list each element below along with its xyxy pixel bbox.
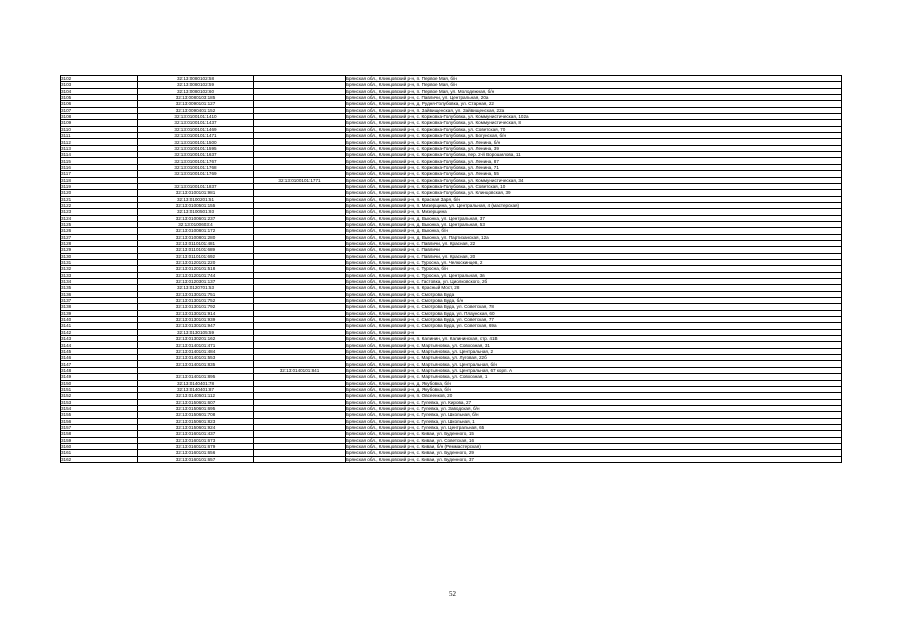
cadastral-number-cell: 32:13:0120101:518: [138, 266, 254, 272]
row-number-cell: 3104: [61, 88, 138, 94]
row-number-cell: 3139: [61, 310, 138, 316]
address-cell: Брянская обл., Клинцовский р-н, с. Туросна, б/н: [346, 266, 842, 272]
row-number-cell: 3141: [61, 323, 138, 329]
row-number-cell: 3128: [61, 240, 138, 246]
address-cell: Брянская обл., Клинцовский р-н, д. Якубовка, б/н: [346, 380, 842, 386]
row-number-cell: 3130: [61, 253, 138, 259]
row-number-cell: 3132: [61, 266, 138, 272]
cadastral-number-cell: 32:13:0100101:1410: [138, 114, 254, 120]
row-number-cell: 3143: [61, 336, 138, 342]
cadastral-number-cell: 32:13:0090401:152: [138, 107, 254, 113]
row-number-cell: 3138: [61, 304, 138, 310]
row-number-cell: 3106: [61, 101, 138, 107]
row-number-cell: 3123: [61, 209, 138, 215]
address-cell: Брянская обл., Клинцовский р-н, с. Гулевка, ул. Кирова, 27: [346, 399, 842, 405]
cadastral-number-cell: 32:13:0090101:127: [138, 101, 254, 107]
address-cell: Брянская обл., Клинцовский р-н, с. Коржовка-Голубовка, пер. 2-й Ворошилова, 11: [346, 152, 842, 158]
address-cell: Брянская обл., Клинцовский р-н, с. Киваи, ул. Буденного, 29: [346, 450, 842, 456]
address-cell: Брянская обл., Клинцовский р-н, с. Коржовка-Голубовка, ул. Коммунистическая, 34: [346, 177, 842, 183]
address-cell: Брянская обл., Клинцовский р-н, с. Коржовка-Голубовка, ул. Ленина, 71: [346, 164, 842, 170]
address-cell: Брянская обл., Клинцовский р-н, с. Коржовка-Голубовка, ул. Коммунистическая, 102а: [346, 114, 842, 120]
cadastral-number-cell: 32:13:0140501:112: [138, 393, 254, 399]
row-number-cell: 3115: [61, 158, 138, 164]
cadastral-number-cell: 32:13:0160101:679: [138, 443, 254, 449]
cadastral-number-cell: 32:13:0080102:59: [138, 82, 254, 88]
cadastral-number-cell: 32:13:0100101:1437: [138, 120, 254, 126]
address-cell: Брянская обл., Клинцовский р-н, с. Коржовка-Голубовка, ул. Ленина, б/н: [346, 139, 842, 145]
cadastral-number-cell: 32:13:0130201:162: [138, 336, 254, 342]
cadastral-number-cell: 32:13:0100101:1769: [138, 171, 254, 177]
row-number-cell: 3121: [61, 196, 138, 202]
address-cell: Брянская обл., Клинцовский р-н, д. Выюнка, ул. Центральная, 37: [346, 215, 842, 221]
row-number-cell: 3162: [61, 456, 138, 462]
cadastral-number-cell: 32:13:0110101:692: [138, 253, 254, 259]
cadastral-number-cell: 32:13:0150601:607: [138, 399, 254, 405]
row-number-cell: 3112: [61, 139, 138, 145]
cadastral-number-cell: 32:13:0100101:1469: [138, 126, 254, 132]
row-number-cell: 3155: [61, 412, 138, 418]
cadastral-number-cell: 32:13:0100101:981: [138, 190, 254, 196]
address-cell: Брянская обл., Клинцовский р-н, с. Павличи, ул. Центральная, 20а: [346, 95, 842, 101]
cadastral-number-cell: 32:13:0100101:1471: [138, 133, 254, 139]
row-number-cell: 3127: [61, 234, 138, 240]
row-number-cell: 3145: [61, 348, 138, 354]
address-cell: Брянская обл., Клинцовский р-н, с. Смотрова Буда, ул. Советская, 69а: [346, 323, 842, 329]
address-cell: Брянская обл., Клинцовский р-н, с. Туросна, ул. Челюскинцев, 2: [346, 259, 842, 265]
cadastral-number-cell: 32:13:0140101:484: [138, 348, 254, 354]
row-number-cell: 3156: [61, 418, 138, 424]
cadastral-number-cell: 32:13:0100101:1837: [138, 183, 254, 189]
address-cell: Брянская обл., Клинцовский р-н, с. Коржовка-Голубовка, ул. Коммунистическая, 8: [346, 120, 842, 126]
row-number-cell: 3134: [61, 279, 138, 285]
row-number-cell: 3161: [61, 450, 138, 456]
address-cell: Брянская обл., Клинцовский р-н, с. Киваи, ул. Советская, 16: [346, 437, 842, 443]
cadastral-number-cell: 32:13:0100101:1500: [138, 139, 254, 145]
row-number-cell: 3142: [61, 329, 138, 335]
row-number-cell: 3103: [61, 82, 138, 88]
row-number-cell: 3126: [61, 228, 138, 234]
cadastral-number-cell: 32:13:0130101:751: [138, 291, 254, 297]
address-cell: Брянская обл., Клинцовский р-н, с. Коржовка-Голубовка, ул. Богунская, б/н: [346, 133, 842, 139]
row-number-cell: 3140: [61, 317, 138, 323]
address-cell: Брянская обл., Клинцовский р-н, п. Первое Мая, ул. Молодежная, б/н: [346, 88, 842, 94]
address-cell: Брянская обл., Клинцовский р-н, с. Мартьяновка, ул. Центральная, 2: [346, 348, 842, 354]
cadastral-number-cell: 32:13:0100101:1767: [138, 158, 254, 164]
address-cell: Брянская обл., Клинцовский р-н, с. Мартьяновка, ул. Совхозная, 1: [346, 374, 842, 380]
address-cell: Брянская обл., Клинцовский р-н: [346, 329, 842, 335]
row-number-cell: 3102: [61, 76, 138, 82]
row-number-cell: 3136: [61, 291, 138, 297]
row-number-cell: 3154: [61, 405, 138, 411]
cadastral-number-cell: 32:13:0140401:87: [138, 386, 254, 392]
row-number-cell: 3144: [61, 342, 138, 348]
address-cell: Брянская обл., Клинцовский р-н, д. Выюнка, б/н: [346, 228, 842, 234]
row-number-cell: 3109: [61, 120, 138, 126]
cadastral-number-cell: 32:13:0150601:823: [138, 418, 254, 424]
row-number-cell: 3124: [61, 215, 138, 221]
row-number-cell: 3118: [61, 177, 138, 183]
address-cell: Брянская обл., Клинцовский р-н, п. Первое Мая, б/н: [346, 76, 842, 82]
address-cell: Брянская обл., Клинцовский р-н, п. Красный Мост, 28: [346, 285, 842, 291]
cadastral-number-cell: 32:13:0110101:481: [138, 240, 254, 246]
cadastral-number-cell: 32:13:0140101:471: [138, 342, 254, 348]
cadastral-number-cell: 32:13:0140101:895: [138, 374, 254, 380]
cadastral-number-cell: 32:13:0130101:939: [138, 317, 254, 323]
address-cell: Брянская обл., Клинцовский р-н, с. Коржовка-Голубовка, ул. Советская, 70: [346, 126, 842, 132]
address-cell: Брянская обл., Клинцовский р-н, с. Коржовка-Голубовка, ул. Ленина, 39: [346, 145, 842, 151]
row-number-cell: 3119: [61, 183, 138, 189]
address-cell: Брянская обл., Клинцовский р-н, с. Гулевка, ул. Заводская, б/н: [346, 405, 842, 411]
address-cell: Брянская обл., Клинцовский р-н, с. Киваи, ул. Буденного, 15: [346, 431, 842, 437]
row-number-cell: 3125: [61, 221, 138, 227]
address-cell: Брянская обл., Клинцовский р-н, п. Мизерщина: [346, 209, 842, 215]
address-cell: Брянская обл., Клинцовский р-н, с. Коржовка-Голубовка, ул. Клинцовская, 39: [346, 190, 842, 196]
address-cell: Брянская обл., Клинцовский р-н, п. Мизерщина, ул. Центральная, 4 (мастерская): [346, 202, 842, 208]
row-number-cell: 3131: [61, 259, 138, 265]
row-number-cell: 3105: [61, 95, 138, 101]
cadastral-number-cell: 32:13:0140101:553: [138, 355, 254, 361]
row-number-cell: 3157: [61, 424, 138, 430]
address-cell: Брянская обл., Клинцовский р-н, с. Киваи, б/н (Реммастерская): [346, 443, 842, 449]
address-cell: Брянская обл., Клинцовский р-н, с. Коржовка-Голубовка, ул. Советская, 10: [346, 183, 842, 189]
row-number-cell: 3160: [61, 443, 138, 449]
row-number-cell: 3137: [61, 298, 138, 304]
cadastral-number-cell: 32:13:0120101:744: [138, 272, 254, 278]
cadastral-number-cell: 32:13:0080103:185: [138, 95, 254, 101]
cadastral-number-cell: 32:13:0130101:752: [138, 298, 254, 304]
address-cell: Брянская обл., Клинцовский р-н, с. Смотрова Буда, ул. Советская, 78: [346, 304, 842, 310]
row-number-cell: 3159: [61, 437, 138, 443]
cadastral-number-cell: 32:13:0100603:4: [138, 221, 254, 227]
address-cell: Брянская обл., Клинцовский р-н, д. Выюнка, ул. Партизанская, 12а: [346, 234, 842, 240]
row-number-cell: 3129: [61, 247, 138, 253]
cadastral-number-cell: 32:13:0150601:708: [138, 412, 254, 418]
address-cell: Брянская обл., Клинцовский р-н, с. Мартьяновка, ул. Совхозная, 31: [346, 342, 842, 348]
row-number-cell: 3111: [61, 133, 138, 139]
cadastral-number-cell: 32:13:0120701:53: [138, 285, 254, 291]
cadastral-number-cell: 32:13:0120101:220: [138, 259, 254, 265]
cadastral-number-cell: 32:13:0160101:656: [138, 450, 254, 456]
address-cell: Брянская обл., Клинцовский р-н, п. Красная Заря, б/н: [346, 196, 842, 202]
address-cell: Брянская обл., Клинцовский р-н, с. Смотрова Буда, ул. Плаунская, 60: [346, 310, 842, 316]
row-number-cell: 3133: [61, 272, 138, 278]
row-number-cell: 3149: [61, 374, 138, 380]
address-cell: Брянская обл., Клинцовский р-н, с. Павличи: [346, 247, 842, 253]
cadastral-number-cell: 32:13:0160101:437: [138, 431, 254, 437]
cadastral-number-cell: 32:13:0150601:695: [138, 405, 254, 411]
cadastral-number-cell: 32:13:0160101:657: [138, 456, 254, 462]
address-cell: Брянская обл., Клинцовский р-н, с. Смотрова Буда, б/н: [346, 298, 842, 304]
row-number-cell: 3122: [61, 202, 138, 208]
address-cell: Брянская обл., Клинцовский р-н, с. Туросна, ул. Центральная, 3в: [346, 272, 842, 278]
address-cell: Брянская обл., Клинцовский р-н, д. Якубовка, б/н: [346, 386, 842, 392]
cadastral-number-cell: 32:13:0100501:93: [138, 209, 254, 215]
row-number-cell: 3108: [61, 114, 138, 120]
row-number-cell: 3116: [61, 164, 138, 170]
previous-cadastral-number-cell: 32:13:0100101:1771: [254, 177, 346, 183]
cadastral-number-cell: 32:13:0130101:792: [138, 304, 254, 310]
address-cell: Брянская обл., Клинцовский р-н, с. Смотрова Буда, ул. Советская, 77: [346, 317, 842, 323]
row-number-cell: 3153: [61, 399, 138, 405]
cadastral-number-cell: 32:13:0100101:1768: [138, 164, 254, 170]
cadastral-number-cell: 32:13:0110101:689: [138, 247, 254, 253]
address-cell: Брянская обл., Клинцовский р-н, с. Киваи, ул. Буденного, 37: [346, 456, 842, 462]
previous-cadastral-number-cell: 32:13:0140101:841: [254, 367, 346, 373]
cadastral-number-cell: 32:13:0100501:155: [138, 202, 254, 208]
cadastral-number-cell: 32:13:0100101:1637: [138, 152, 254, 158]
previous-cadastral-number-cell: [254, 456, 346, 462]
address-cell: Брянская обл., Клинцовский р-н, с. Смотрова Буда: [346, 291, 842, 297]
row-number-cell: 3120: [61, 190, 138, 196]
table-row: [61, 456, 842, 462]
address-cell: Брянская обл., Клинцовский р-н, с. Мартьяновка, ул. Центральная, 67 корп. А: [346, 367, 842, 373]
cadastral-number-cell: 32:13:0130101:947: [138, 323, 254, 329]
address-cell: Брянская обл., Клинцовский р-н, с. Гулевка, ул. Центральная, 65: [346, 424, 842, 430]
row-number-cell: 3147: [61, 361, 138, 367]
address-cell: Брянская обл., Клинцовский р-н, с. Павличи, ул. Красная, 22: [346, 240, 842, 246]
address-cell: Брянская обл., Клинцовский р-н, д. Выюнка, ул. Центральная, 53: [346, 221, 842, 227]
row-number-cell: 3135: [61, 285, 138, 291]
address-cell: Брянская обл., Клинцовский р-н, п. Первое Мая, б/н: [346, 82, 842, 88]
row-number-cell: 3117: [61, 171, 138, 177]
cadastral-number-cell: 32:13:0100601:237: [138, 215, 254, 221]
cadastral-number-cell: 32:13:0140101:835: [138, 361, 254, 367]
cadastral-number-cell: 32:13:0120301:137: [138, 279, 254, 285]
cadastral-number-cell: 32:13:0080102:58: [138, 76, 254, 82]
registry-table-body: [61, 76, 842, 463]
cadastral-number-cell: 32:13:0100201:51: [138, 196, 254, 202]
row-number-cell: 3158: [61, 431, 138, 437]
row-number-cell: 3150: [61, 380, 138, 386]
address-cell: Брянская обл., Клинцовский р-н, д. Рудня-Голубовка, ул. Старная, 22: [346, 101, 842, 107]
cadastral-number-cell: 32:13:0140401:78: [138, 380, 254, 386]
row-number-cell: 3113: [61, 145, 138, 151]
row-number-cell: 3110: [61, 126, 138, 132]
address-cell: Брянская обл., Клинцовский р-н, с. Гулевка, ул. Школьная, 1: [346, 418, 842, 424]
cadastral-number-cell: 32:13:0130105:59: [138, 329, 254, 335]
cadastral-number-cell: 32:13:0100801:280: [138, 234, 254, 240]
cadastral-number-cell: 32:13:0100101:1595: [138, 145, 254, 151]
address-cell: Брянская обл., Клинцовский р-н, с. Павличи, ул. Красная, 20: [346, 253, 842, 259]
page-number: 52: [449, 590, 456, 598]
cadastral-number-cell: 32:13:0080102:60: [138, 88, 254, 94]
row-number-cell: 3151: [61, 386, 138, 392]
registry-table: [60, 75, 842, 463]
row-number-cell: 3114: [61, 152, 138, 158]
row-number-cell: 3146: [61, 355, 138, 361]
row-number-cell: 3148: [61, 367, 138, 373]
cadastral-number-cell: 32:13:0100801:172: [138, 228, 254, 234]
address-cell: Брянская обл., Клинцовский р-н, п. Овсеенков, 20: [346, 393, 842, 399]
cadastral-number-cell: 32:13:0130101:914: [138, 310, 254, 316]
address-cell: Брянская обл., Клинцовский р-н, с. Гастовка, ул. Циолковского, 2б: [346, 279, 842, 285]
address-cell: Брянская обл., Клинцовский р-н, с. Гулевка, ул. Школьная, б/н: [346, 412, 842, 418]
address-cell: Брянская обл., Клинцовский р-н, п. Зайвищенская, ул. Зайвищенская, 22а: [346, 107, 842, 113]
row-number-cell: 3107: [61, 107, 138, 113]
address-cell: Брянская обл., Клинцовский р-н, п. Калинин, ул. Калининская, стр. 41В: [346, 336, 842, 342]
address-cell: Брянская обл., Клинцовский р-н, с. Коржовка-Голубовка, ул. Ленина, 87: [346, 158, 842, 164]
cadastral-number-cell: 32:13:0160101:673: [138, 437, 254, 443]
address-cell: Брянская обл., Клинцовский р-н, с. Коржовка-Голубовка, ул. Ленина, 55: [346, 171, 842, 177]
row-number-cell: 3152: [61, 393, 138, 399]
address-cell: Брянская обл., Клинцовский р-н, с. Мартьяновка, ул. Луговая, 22б: [346, 355, 842, 361]
address-cell: Брянская обл., Клинцовский р-н, с. Мартьяновка, ул. Центральная, б/н: [346, 361, 842, 367]
cadastral-number-cell: 32:13:0150601:924: [138, 424, 254, 430]
